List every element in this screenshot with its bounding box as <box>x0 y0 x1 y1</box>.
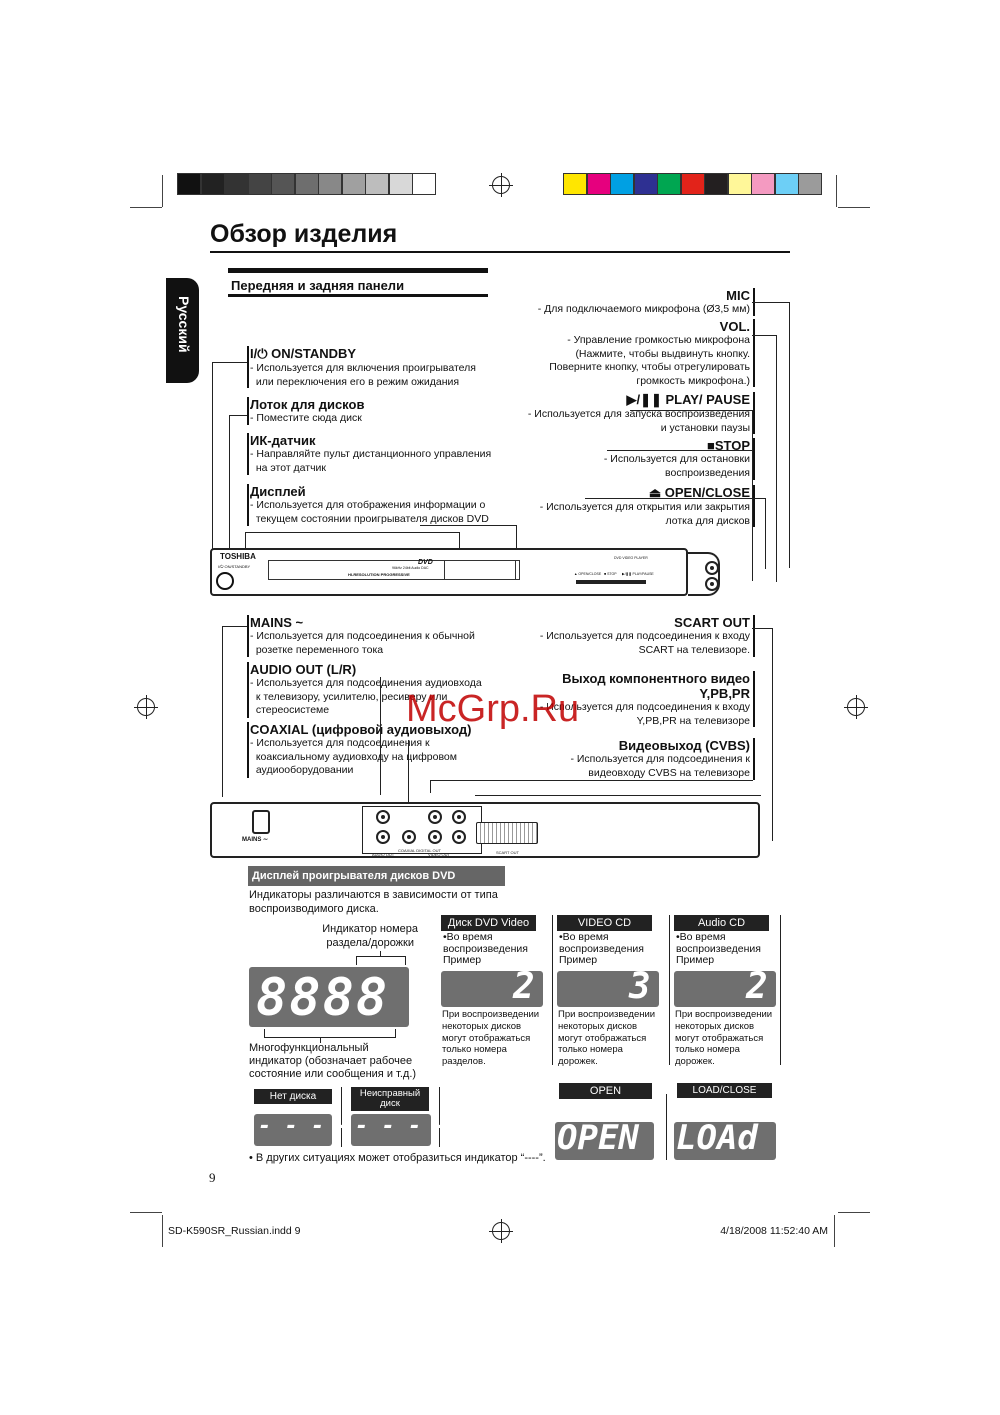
brand-logo: TOSHIBA <box>220 552 256 561</box>
callout-text: - Используется для подсоединения к <box>570 753 750 765</box>
component-pb-jack[interactable] <box>452 810 466 824</box>
disc-note-text: некоторых дисков <box>442 1020 522 1032</box>
callout-text: коаксиальному аудиовходу на цифровом <box>250 750 457 763</box>
crop-mark <box>838 207 870 208</box>
callout <box>480 738 750 780</box>
footer-file: SD-K590SR_Russian.indd 9 <box>168 1225 301 1237</box>
callout <box>250 615 510 657</box>
language-tab: Русский <box>166 278 199 383</box>
disc-note-text: могут отображаться <box>675 1032 764 1044</box>
gray-swatch <box>271 173 295 195</box>
disc-during-text: Пример <box>559 954 598 966</box>
callout-text: стереосистеме <box>250 704 330 716</box>
section-rule-top <box>228 268 488 273</box>
crop-mark <box>834 1215 835 1247</box>
disc-type-label: Диск DVD Video <box>441 915 536 931</box>
bad-disc-label-line1: Неисправный <box>359 1088 421 1099</box>
disc-note-text: дорожек. <box>558 1056 598 1068</box>
color-swatch <box>563 173 587 195</box>
color-swatch <box>728 173 752 195</box>
callout-text: воспроизведения <box>665 466 750 479</box>
callout-heading: I/⏻ ON/STANDBY <box>250 346 357 361</box>
registration-mark-icon <box>492 1222 510 1240</box>
callout-text: - Используется для остановки <box>603 453 750 465</box>
crop-mark <box>162 1215 163 1247</box>
page-title: Обзор изделия <box>210 220 398 248</box>
color-swatch <box>657 173 681 195</box>
disc-note-text: некоторых дисков <box>675 1020 755 1032</box>
gray-swatch <box>201 173 225 195</box>
gray-swatch <box>248 173 272 195</box>
callout <box>480 288 750 317</box>
crop-mark <box>130 207 162 208</box>
color-swatch <box>587 173 611 195</box>
disc-type-label: Audio CD <box>674 915 769 931</box>
callout-text: - Используется для подсоединения к входу <box>539 701 750 713</box>
scart-label: SCART OUT <box>496 850 519 855</box>
chapter-indicator-label-2: раздела/дорожки <box>326 937 414 949</box>
callout-heading: Лоток для дисков <box>250 397 365 412</box>
disc-display-digit: 2 <box>513 966 535 1007</box>
callout-text: и установки паузы <box>660 421 750 434</box>
callout-heading: ■STOP <box>706 438 750 453</box>
disc-note-text: только номера <box>442 1044 507 1056</box>
open-close-button[interactable]: ▲ OPEN/CLOSE <box>574 572 602 576</box>
callout-text: текущем состоянии проигрывателя дисков DVD <box>250 512 489 525</box>
callout-text: - Используется для подсоединения аудиовхода <box>250 677 482 689</box>
progressive-label: HI-RESOLUTION PROGRESSIVE <box>348 572 410 577</box>
crop-mark <box>838 1212 870 1213</box>
disc-display-digit: 3 <box>629 966 651 1007</box>
color-swatch <box>751 173 775 195</box>
disc-note-text: разделов. <box>442 1056 486 1068</box>
callout-text: - Направляйте пульт дистанционного управления <box>250 448 492 460</box>
callout-bar <box>247 484 249 526</box>
callout-heading: SCART OUT <box>674 615 750 630</box>
section-title: Передняя и задняя панели <box>231 278 405 293</box>
disc-note-text: только номера <box>675 1044 740 1056</box>
callout <box>480 615 750 657</box>
disc-note-text: могут отображаться <box>442 1032 531 1044</box>
audio-out-l-jack[interactable] <box>376 810 390 824</box>
callout-text: Y,PB,PR на телевизоре <box>636 714 750 727</box>
disc-during-text: •Во время <box>559 931 609 943</box>
callout-text: - Для подключаемого микрофона (Ø3,5 мм) <box>537 303 750 315</box>
divider <box>780 915 781 1065</box>
leader-line <box>222 626 247 797</box>
component-pr-jack[interactable] <box>452 830 466 844</box>
callout-text: или переключения его в режим ожидания <box>250 375 460 388</box>
display-window <box>444 560 516 580</box>
color-swatch <box>610 173 634 195</box>
disc-note-text: могут отображаться <box>558 1032 647 1044</box>
callout-text: - Используется для подсоединения к обычной <box>250 630 475 642</box>
callout-text: к телевизору, усилителю, ресиверу или <box>250 690 448 703</box>
scart-connector[interactable] <box>476 822 538 844</box>
disc-note-text: При воспроизведении <box>558 1009 656 1020</box>
standby-button[interactable] <box>216 572 234 590</box>
callout-heading: ⏏ OPEN/CLOSE <box>648 485 750 500</box>
multi-indicator-label-1: Многофункциональный <box>249 1042 369 1054</box>
title-rule <box>210 251 790 253</box>
video-out-jack[interactable] <box>428 810 442 824</box>
player-label: DVD VIDEO PLAYER <box>614 556 648 560</box>
disc-during-text: •Во время <box>676 931 726 943</box>
gray-swatch <box>295 173 319 195</box>
callout-text: SCART на телевизоре. <box>638 643 750 656</box>
dac-label: 96kHz 24bit Audio DAC <box>392 566 429 570</box>
callout-heading-2: Y,PB,PR <box>699 686 750 701</box>
callout-bar <box>247 615 249 657</box>
callout-heading: Видеовыход (CVBS) <box>618 738 750 753</box>
callout-bar <box>247 722 249 778</box>
gray-swatch <box>412 173 436 195</box>
other-situation-note: • В других ситуациях может отобразиться индикатор “----”. <box>249 1152 546 1164</box>
callout-text: - Управление громкостью микрофона <box>567 334 750 346</box>
video-out-label: VIDEO OUT <box>428 852 451 857</box>
callout-heading: ▶/❚❚ PLAY/ PAUSE <box>626 392 750 407</box>
disc-during-text: воспроизведения <box>676 942 761 955</box>
coaxial-label: COAXIAL DIGITAL OUT <box>398 848 441 853</box>
callout-text: - Используется для отображения информации о <box>250 499 486 511</box>
color-swatch <box>775 173 799 195</box>
gray-swatch <box>318 173 342 195</box>
callout-text: - Используется для подсоединения к входу <box>539 630 750 642</box>
no-disc-label: Нет диска <box>254 1089 332 1104</box>
disc-note-text: некоторых дисков <box>558 1020 638 1032</box>
bracket-line <box>380 951 381 956</box>
callout-heading: MIC <box>726 288 750 303</box>
color-swatch <box>634 173 658 195</box>
footer-date: 4/18/2008 11:52:40 AM <box>720 1225 828 1237</box>
mains-socket[interactable] <box>252 810 270 834</box>
registration-mark-icon <box>137 698 155 716</box>
open-label: OPEN <box>559 1083 652 1099</box>
bad-disc-dashes: - - - - <box>355 1114 448 1139</box>
callout-text: громкость микрофона.) <box>636 374 750 387</box>
coaxial-out-jack[interactable] <box>402 830 416 844</box>
callout-heading: Выход компонентного видео <box>562 671 750 686</box>
bracket-line <box>356 956 406 965</box>
registration-mark-icon <box>492 176 510 194</box>
callout-text: лотка для дисков <box>665 514 750 527</box>
vol-knob[interactable] <box>705 577 719 591</box>
callout-text: - Поместите сюда диск <box>250 412 362 424</box>
callout-heading: AUDIO OUT (L/R) <box>250 662 357 677</box>
disc-note-text: При воспроизведении <box>675 1009 773 1020</box>
callout-bar <box>247 662 249 718</box>
callout-heading: ИК-датчик <box>250 433 316 448</box>
callout-text: - Используется для подсоединения к <box>250 737 430 749</box>
callout-text: розетке переменного тока <box>250 643 384 656</box>
gray-swatch <box>365 173 389 195</box>
callout-text: - Используется для запуска воспроизведения <box>527 408 750 420</box>
callout-bar <box>247 346 249 388</box>
callout-text: видеовходу CVBS на телевизоре <box>588 766 750 779</box>
audio-out-r-jack[interactable] <box>376 830 390 844</box>
callout-heading: Дисплей <box>250 484 306 499</box>
open-digits: OPEN <box>557 1118 639 1158</box>
disc-type-label: VIDEO CD <box>557 915 652 931</box>
callout-text: на этот датчик <box>250 461 327 474</box>
disc-note-text: только номера <box>558 1044 623 1056</box>
play-pause-button[interactable]: ▶/❚❚ PLAY/PAUSE <box>622 572 654 576</box>
load-close-label: LOAD/CLOSE <box>677 1083 772 1098</box>
gray-swatch <box>342 173 366 195</box>
multi-indicator-label-2: индикатор (обозначает рабочее <box>249 1055 413 1067</box>
divider <box>669 915 670 1065</box>
color-swatch <box>798 173 822 195</box>
component-y-jack[interactable] <box>428 830 442 844</box>
display-intro-2: воспроизводимого диска. <box>249 903 379 915</box>
page-number: 9 <box>209 1170 216 1185</box>
disc-display-digit: 2 <box>746 966 768 1007</box>
callout-text: - Используется для включения проигрывателя <box>250 362 476 374</box>
color-swatch <box>681 173 705 195</box>
disc-during-text: •Во время <box>443 931 493 943</box>
callout-heading: MAINS ~ <box>250 615 304 630</box>
audio-out-label: AUDIO OUT <box>372 852 395 857</box>
display-section-header: Дисплей проигрывателя дисков DVD <box>248 866 505 886</box>
callout-heading: VOL. <box>719 319 750 334</box>
callout-bar <box>247 397 249 425</box>
load-digits: LOAd <box>676 1118 758 1158</box>
disc-during-text: Пример <box>676 954 715 966</box>
button-bar <box>576 580 646 584</box>
mic-jack[interactable] <box>705 561 719 575</box>
front-panel-illustration <box>210 548 688 596</box>
callout-heading: COAXIAL (цифровой аудиовыход) <box>250 722 472 737</box>
disc-note-text: При воспроизведении <box>442 1009 540 1020</box>
display-intro-1: Индикаторы различаются в зависимости от типа <box>249 889 498 901</box>
leader-line <box>475 795 761 796</box>
mains-label: MAINS ∼ <box>242 837 269 843</box>
bad-disc-label <box>351 1087 429 1111</box>
callout-text: аудиооборудовании <box>250 764 354 776</box>
color-swatch <box>704 173 728 195</box>
callout-text: (Нажмите, чтобы выдвинуть кнопку. <box>575 347 750 360</box>
crop-mark <box>836 175 837 207</box>
disc-note-text: дорожек. <box>675 1056 715 1068</box>
stop-button[interactable]: ■ STOP <box>604 572 617 576</box>
registration-mark-icon <box>847 698 865 716</box>
disc-during-text: Пример <box>443 954 482 966</box>
disc-during-text: воспроизведения <box>559 942 644 955</box>
gray-swatch <box>224 173 248 195</box>
callout-text: - Используется для открытия или закрытия <box>539 501 750 513</box>
callout <box>480 319 750 388</box>
section-rule-bottom <box>228 294 488 297</box>
standby-label: I/⏻ ON/STANDBY <box>218 564 251 569</box>
no-disc-dashes: - - - - <box>258 1114 351 1139</box>
callout-text: Поверните кнопку, чтобы отрегулировать <box>549 361 750 373</box>
crop-mark <box>130 1212 162 1213</box>
crop-mark <box>162 175 163 207</box>
disc-during-text: воспроизведения <box>443 942 528 955</box>
dvd-logo: DVD <box>418 559 433 566</box>
multi-indicator-label-3: состояние или сообщения и т.д.) <box>249 1068 417 1080</box>
chapter-indicator-label-1: Индикатор номера <box>322 923 418 935</box>
callout-bar <box>247 433 249 475</box>
gray-swatch <box>389 173 413 195</box>
watermark: McGrp.Ru <box>406 688 580 730</box>
main-display-digits: 8888 <box>256 968 390 1028</box>
divider <box>552 915 553 1065</box>
divider <box>666 1094 667 1160</box>
rear-panel-illustration <box>210 802 760 858</box>
gray-swatch <box>177 173 201 195</box>
leader-line <box>380 677 381 795</box>
bracket-line <box>264 1029 396 1038</box>
leader-line <box>430 780 753 793</box>
bad-disc-label-line2: диск <box>380 1098 400 1109</box>
